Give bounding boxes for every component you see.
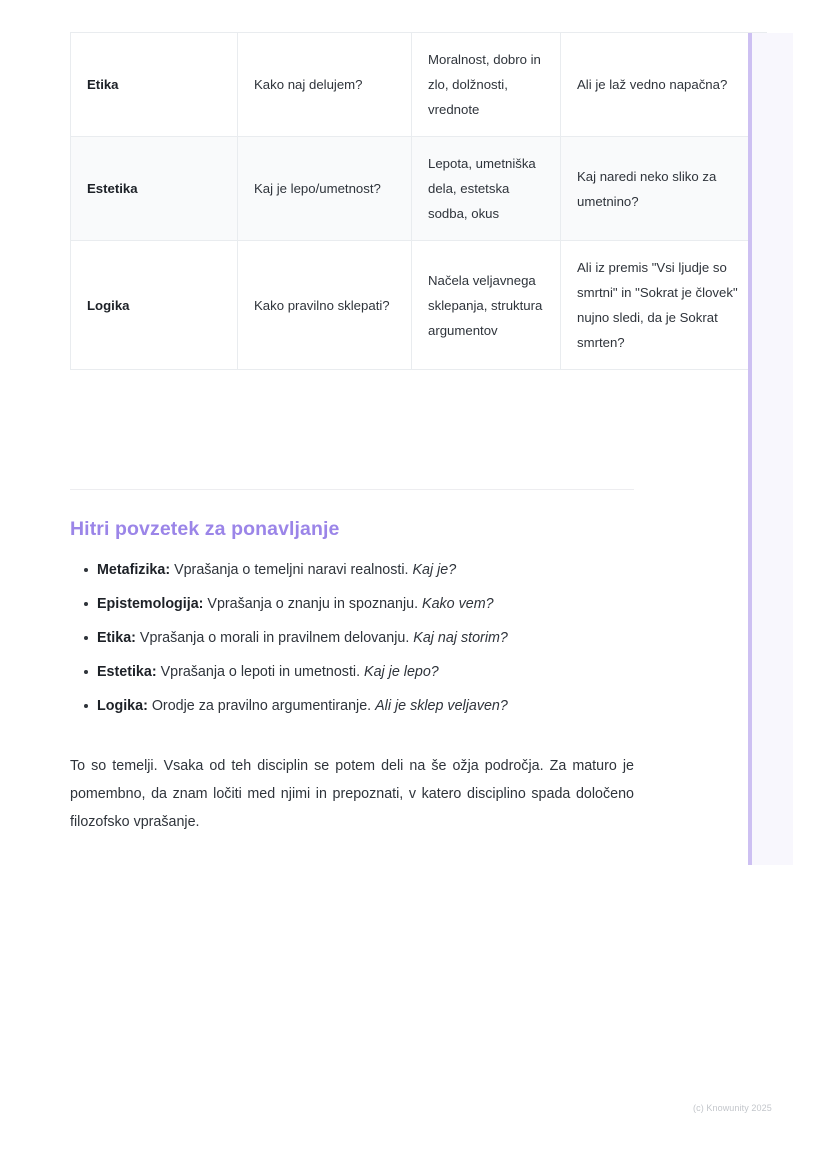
bullet-icon — [84, 704, 88, 708]
list-item — [70, 560, 634, 580]
cell-core-question: Kako naj delujem? — [238, 33, 412, 137]
cell-discipline-name: Logika — [71, 241, 238, 370]
cell-topics: Moralnost, dobro in zlo, dolžnosti, vrednote — [412, 33, 561, 137]
margin-callout-strip — [748, 33, 793, 865]
cell-core-question: Kako pravilno sklepati? — [238, 241, 412, 370]
list-item-term: Estetika: — [97, 664, 157, 680]
list-item — [70, 696, 634, 716]
list-item-text: Vprašanja o znanju in spoznanju. — [203, 596, 423, 612]
list-item-question: Ali je sklep veljaven? — [375, 698, 508, 714]
list-item-question: Kaj je lepo? — [364, 664, 439, 680]
page-title: Hitri povzetek za ponavljanje — [70, 518, 340, 540]
summary-bullet-list — [70, 560, 634, 730]
list-item-text: Vprašanja o morali in pravilnem delovanju. — [135, 630, 414, 646]
list-item-question: Kaj je? — [412, 562, 457, 578]
bullet-icon — [84, 636, 88, 640]
cell-core-question: Kaj je lepo/umetnost? — [238, 137, 412, 241]
bullet-icon — [84, 568, 88, 572]
cell-discipline-name: Estetika — [71, 137, 238, 241]
cell-example: Kaj naredi neko sliko za umetnino? — [561, 137, 767, 241]
table-row — [71, 137, 767, 241]
list-item-text: Orodje za pravilno argumentiranje. — [147, 698, 376, 714]
bullet-icon — [84, 670, 88, 674]
cell-discipline-name: Etika — [71, 33, 238, 137]
list-item-term: Logika: — [97, 698, 148, 714]
list-item-question: Kako vem? — [422, 596, 494, 612]
list-item — [70, 628, 634, 648]
section-divider — [70, 489, 634, 490]
cell-topics: Lepota, umetniška dela, estetska sodba, okus — [412, 137, 561, 241]
list-item-term: Metafizika: — [97, 562, 171, 578]
cell-topics: Načela veljavnega sklepanja, struktura argumentov — [412, 241, 561, 370]
table-row — [71, 33, 767, 137]
list-item-text: Vprašanja o lepoti in umetnosti. — [156, 664, 365, 680]
concepts-table — [70, 32, 767, 370]
closing-paragraph: To so temelji. Vsaka od teh disciplin se potem deli na še ožja področja. Za maturo je pomembno, da znam ločiti med njimi in prepoznati, v katero disciplino spada določeno filozofsko vprašanje. — [70, 758, 634, 831]
philosophy-disciplines-table — [70, 32, 738, 370]
list-item-term: Epistemologija: — [97, 596, 204, 612]
list-item-term: Etika: — [97, 630, 136, 646]
table-body — [71, 33, 767, 370]
list-item-question: Kaj naj storim? — [413, 630, 508, 646]
list-item — [70, 594, 634, 614]
list-item — [70, 662, 634, 682]
list-item-text: Vprašanja o temeljni naravi realnosti. — [170, 562, 413, 578]
table-row — [71, 241, 767, 370]
cell-example: Ali iz premis "Vsi ljudje so smrtni" in "Sokrat je človek" nujno sledi, da je Sokrat smrten? — [561, 241, 767, 370]
cell-example: Ali je laž vedno napačna? — [561, 33, 767, 137]
footer-credit: (c) Knowunity 2025 — [693, 1103, 772, 1113]
bullet-icon — [84, 602, 88, 606]
